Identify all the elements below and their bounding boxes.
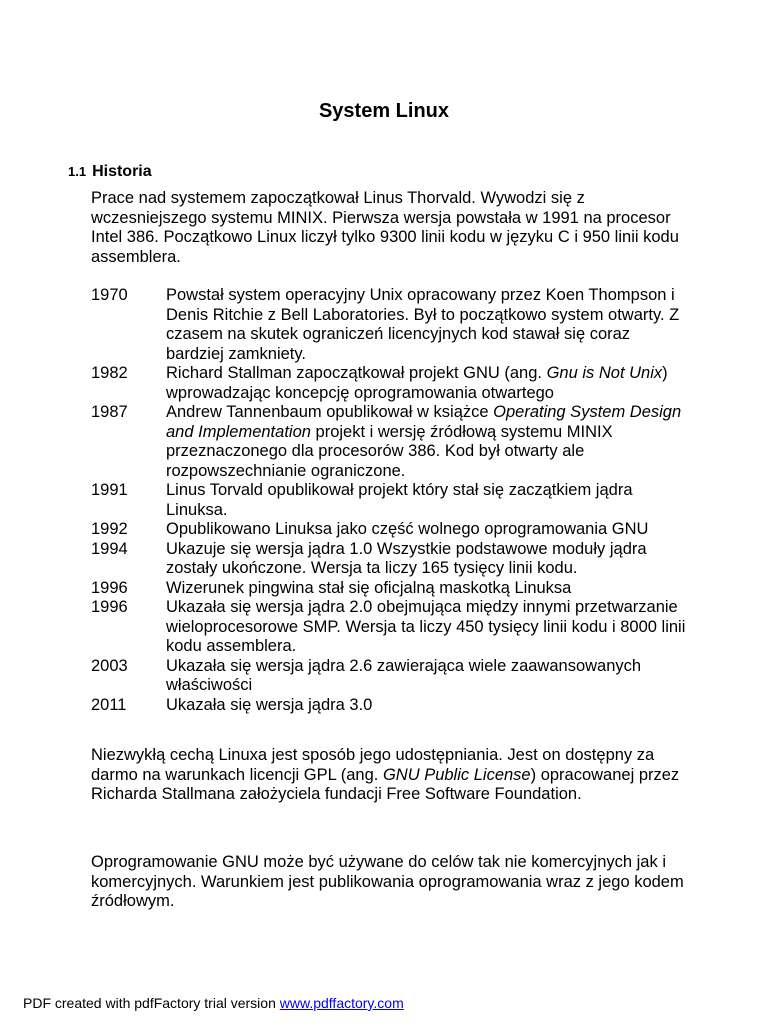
text-segment: Ukazała się wersja jądra 3.0 xyxy=(166,695,373,714)
text-segment: Richard Stallman zapoczątkował projekt GNU (ang. xyxy=(166,364,547,382)
timeline-event xyxy=(166,696,691,716)
timeline-row xyxy=(91,364,691,403)
section-title: Historia xyxy=(92,163,152,180)
timeline-event xyxy=(166,579,691,599)
text-segment: Linus Torvald opublikował projekt który stał się zaczątkiem jądra Linuksa. xyxy=(166,481,633,519)
timeline-row xyxy=(91,696,691,716)
italic-text: GNU Public License xyxy=(382,765,531,784)
italic-text: Gnu is Not Unix xyxy=(546,364,663,382)
license-paragraph xyxy=(91,746,691,805)
timeline xyxy=(91,286,691,715)
text-segment: ) wprowadzając koncepcję oprogramowania otwartego xyxy=(166,364,668,402)
text-segment: ) opracowanej przez Richarda Stallmana założyciela fundacji Free Software Foundation. xyxy=(91,765,680,803)
timeline-year: 1994 xyxy=(91,539,128,558)
footer-text: PDF created with pdfFactory trial version xyxy=(23,995,280,1011)
timeline-row xyxy=(91,540,691,579)
section-heading xyxy=(68,163,152,181)
timeline-event xyxy=(166,403,691,481)
timeline-year: 1991 xyxy=(91,481,128,499)
italic-text: Operating System Design and Implementation xyxy=(166,403,682,441)
pdffactory-link[interactable]: www.pdffactory.com xyxy=(279,995,404,1011)
timeline-year: 1996 xyxy=(91,598,128,616)
text-segment: Powstał system operacyjny Unix opracowany przez Koen Thompson i Denis Ritchie z Bell Laboratories. Był to początkowo system otwarty. Z czasem na skutek ograniczeń licencyjnych kod stawał się coraz bardziej zamkniety. xyxy=(166,286,680,363)
text-segment: Andrew Tannenbaum opublikował w książce xyxy=(166,403,494,421)
text-segment: Wizerunek pingwina stał się oficjalną maskotką Linuksa xyxy=(166,578,572,597)
timeline-row xyxy=(91,481,691,520)
timeline-year: 2011 xyxy=(91,695,127,714)
text-segment: projekt i wersję źródłową systemu MINIX przeznaczonego dla procesorów 386. Kod był otwarty ale rozpowszechnianie ograniczone. xyxy=(166,422,613,480)
intro-paragraph: Prace nad systemem zapoczątkował Linus Thorvald. Wywodzi się z wczesniejszego systemu MINIX. Pierwsza wersja powstała w 1991 na procesor Intel 386. Początkowo Linux liczył tylko 9300 linii kodu w języku C i 950 linii kodu assemblera. xyxy=(91,189,679,266)
text-segment: Ukazuje się wersja jądra 1.0 Wszystkie podstawowe moduły jądra zostały ukończone. Wersja ta liczy 165 tysięcy linii kodu. xyxy=(166,539,647,577)
section-number: 1.1 xyxy=(68,164,87,179)
timeline-row xyxy=(91,403,691,481)
page-title: System Linux xyxy=(318,100,450,122)
text-segment: Ukazała się wersja jądra 2.0 obejmująca między innymi przetwarzanie wieloprocesorowe SMP. Wersja ta liczy 450 tysięcy linii kodu i 8000 linii kodu assemblera. xyxy=(166,598,686,655)
timeline-year: 1970 xyxy=(91,286,128,304)
timeline-event xyxy=(166,520,691,540)
timeline-event xyxy=(166,598,691,657)
timeline-year: 2003 xyxy=(91,656,128,675)
timeline-event xyxy=(166,364,691,403)
gnu-usage-paragraph: Oprogramowanie GNU może być używane do celów tak nie komercyjnych jak i komercyjnych. Warunkiem jest publikowania oprogramowania wraz z jego kodem źródłowym. xyxy=(91,853,684,910)
timeline-year: 1982 xyxy=(91,364,128,382)
text-segment: Niezwykłą cechą Linuxa jest sposób jego udostępniania. Jest on dostępny za darmo na warunkach licencji GPL (ang. xyxy=(91,746,655,784)
timeline-event xyxy=(166,540,691,579)
text-segment: Ukazała się wersja jądra 2.6 zawierająca wiele zaawansowanych właściwości xyxy=(166,656,642,694)
timeline-row xyxy=(91,657,691,696)
timeline-year: 1987 xyxy=(91,403,128,421)
timeline-row xyxy=(91,598,691,657)
timeline-row xyxy=(91,579,691,599)
timeline-row xyxy=(91,520,691,540)
timeline-row xyxy=(91,286,691,364)
timeline-event xyxy=(166,481,691,520)
timeline-year: 1996 xyxy=(91,578,128,597)
timeline-event xyxy=(166,657,691,696)
timeline-event xyxy=(166,286,691,364)
timeline-year: 1992 xyxy=(91,520,128,538)
pdf-footer xyxy=(23,995,404,1011)
text-segment: Opublikowano Linuksa jako część wolnego oprogramowania GNU xyxy=(166,520,649,538)
